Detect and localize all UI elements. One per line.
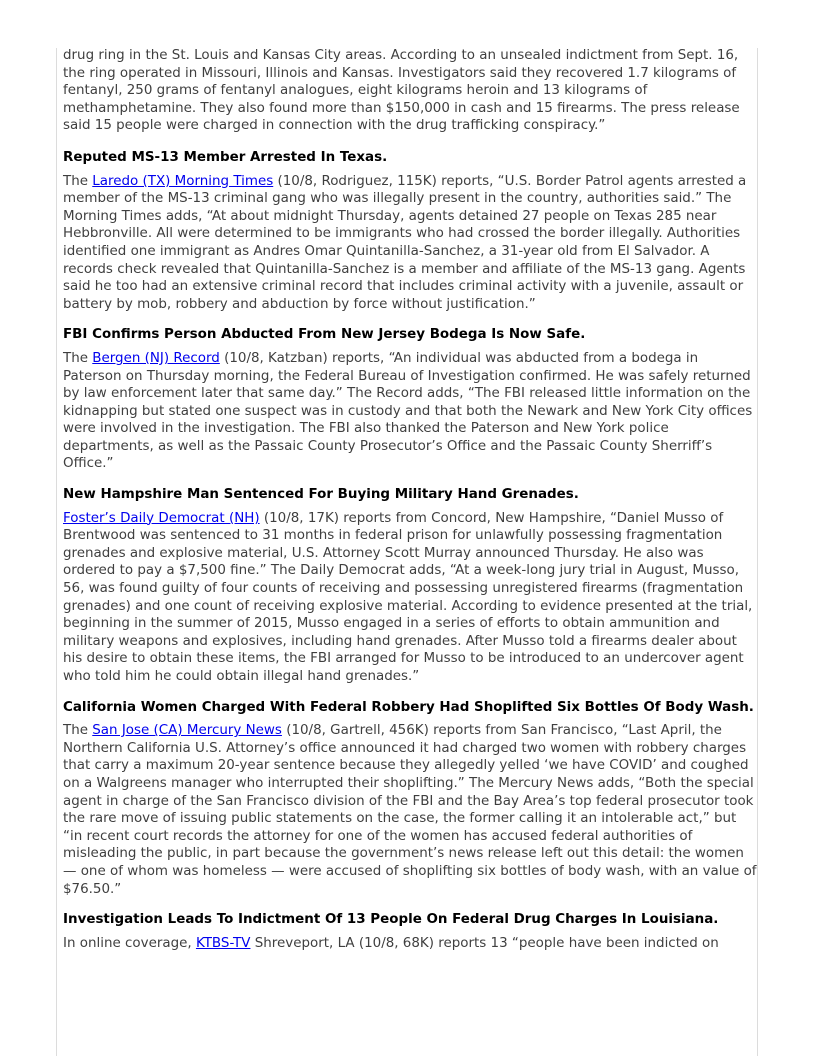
source-link[interactable]: Foster’s Daily Democrat (NH) <box>63 510 260 526</box>
story-prefix: The <box>63 723 93 739</box>
story-body-wash <box>63 699 757 899</box>
source-link[interactable]: Laredo (TX) Morning Times <box>92 173 274 189</box>
story-headline: Investigation Leads To Indictment Of 13 People On Federal Drug Charges In Louisiana. <box>63 912 719 928</box>
story-headline: FBI Confirms Person Abducted From New Jersey Bodega Is Now Safe. <box>63 327 586 343</box>
story-headline: New Hampshire Man Sentenced For Buying Military Hand Grenades. <box>63 487 579 503</box>
story-louisiana <box>63 911 757 952</box>
story-text: (10/8, Katzban) reports, “An individual was abducted from a bodega in Paterson on Thursday morning, the Federal Bureau of Investigation confirmed. He was safely returned by law enforcement later that same day.” The Record adds, “The FBI released little information on the kidnapping but stated one suspect was in custody and that both the Newark and New York City offices were involved in the investigation. The FBI also thanked the Paterson and New York police departments, as well as the Passaic County Prosecutor’s Office and the Passaic County Sherriff’s Office.” <box>63 350 753 472</box>
story-body <box>63 935 757 953</box>
document-page <box>63 47 757 965</box>
story-prefix: The <box>63 173 93 189</box>
right-margin-rule <box>757 48 758 1056</box>
story-body <box>63 510 757 686</box>
source-link[interactable]: Bergen (NJ) Record <box>92 350 220 366</box>
story-text: (10/8, Gartrell, 456K) reports from San Francisco, “Last April, the Northern California U.S. Attorney’s office announced it had charged two women with robbery charges that carry a maximum 20-year sentence because they allegedly yelled ‘we have COVID’ and coughed on a Walgreens manager who interrupted their shoplifting.” The Mercury News adds, “Both the special agent in charge of the San Francisco division of the FBI and the Bay Area’s top federal prosecutor took the rare move of issuing public statements on the case, the former calling it an intolerable act,” but “in recent court records the attorney for one of the women has accused federal authorities of misleading the public, in part because the government’s news release left out this detail: the women — one of whom was homeless — were accused of shoplifting six bottles of body wash, with an value of $76.50.” <box>63 723 757 897</box>
story-grenades <box>63 486 757 686</box>
story-body <box>63 722 757 898</box>
story-bodega <box>63 326 757 473</box>
continued-paragraph: drug ring in the St. Louis and Kansas City areas. According to an unsealed indictment from Sept. 16, the ring operated in Missouri, Illinois and Kansas. Investigators said they recovered 1.7 kilograms of fentanyl, 250 grams of fentanyl analogues, eight kilograms heroin and 13 kilograms of methamphetamine. They also found more than $150,000 in cash and 15 firearms. The press release said 15 people were charged in connection with the drug trafficking conspiracy.” <box>63 48 740 134</box>
source-link[interactable]: KTBS-TV <box>195 935 251 951</box>
story-headline: California Women Charged With Federal Robbery Had Shoplifted Six Bottles Of Body Wash. <box>63 699 754 715</box>
story-body <box>63 350 757 473</box>
source-link[interactable]: San Jose (CA) Mercury News <box>92 723 282 739</box>
story-headline: Reputed MS-13 Member Arrested In Texas. <box>63 149 388 165</box>
story-prefix: The <box>63 350 93 366</box>
story-text: (10/8, 17K) reports from Concord, New Hampshire, “Daniel Musso of Brentwood was sentenced to 31 months in federal prison for unlawfully possessing fragmentation grenades and explosive material, U.S. Attorney Scott Murray announced Thursday. He also was ordered to pay a $7,500 fine.” The Daily Democrat adds, “At a week-long jury trial in August, Musso, 56, was found guilty of four counts of receiving and possessing unregistered firearms (fragmentation grenades) and one count of receiving explosive material. According to evidence presented at the trial, beginning in the summer of 2015, Musso engaged in a series of efforts to obtain ammunition and military weapons and explosives, including hand grenades. After Musso told a firearms dealer about his desire to obtain these items, the FBI arranged for Musso to be introduced to an undercover agent who told him he could obtain illegal hand grenades.” <box>63 510 753 684</box>
story-text: Shreveport, LA (10/8, 68K) reports 13 “people have been indicted on <box>250 935 719 951</box>
story-ms13 <box>63 149 757 313</box>
story-prefix: In online coverage, <box>63 935 196 951</box>
story-body <box>63 173 757 314</box>
story-text: (10/8, Rodriguez, 115K) reports, “U.S. Border Patrol agents arrested a member of the MS-13 criminal gang who was illegally present in the country, authorities said.” The Morning Times adds, “At about midnight Thursday, agents detained 27 people on Texas 285 near Hebbronville. All were determined to be immigrants who had crossed the border illegally. Authorities identified one immigrant as Andres Omar Quintanilla-Sanchez, a 31-year old from El Salvador. A records check revealed that Quintanilla-Sanchez is a member and affiliate of the MS-13 gang. Agents said he too had an extensive criminal record that includes criminal activity with a juvenile, assault or battery by mob, robbery and abduction by force without justification.” <box>63 173 747 312</box>
left-margin-rule <box>56 48 57 1056</box>
